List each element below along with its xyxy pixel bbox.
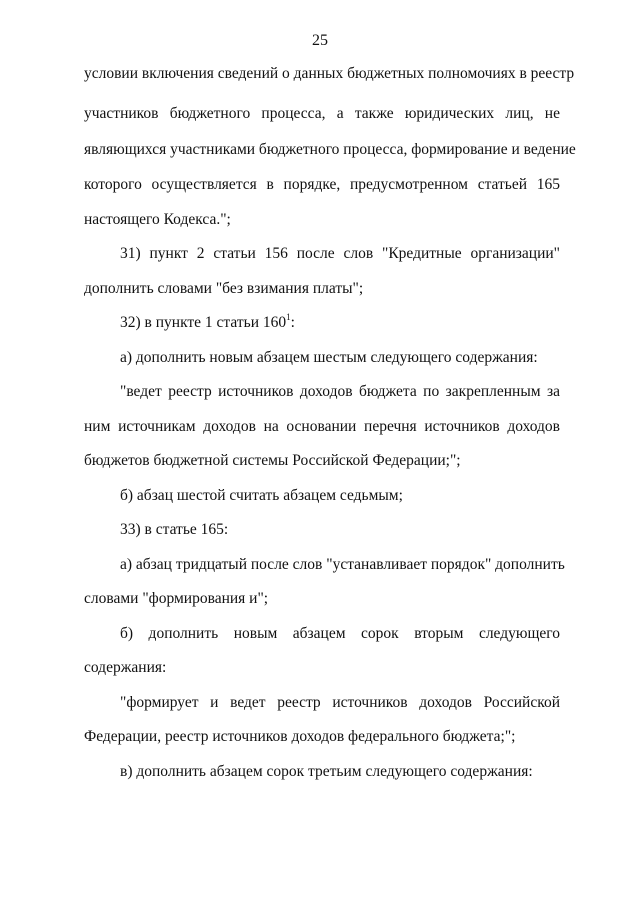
paragraph-32-line xyxy=(120,313,560,333)
text-line: а) абзац тридцатый после слов "устанавливает порядок" дополнить xyxy=(120,556,565,573)
text-line: являющихся участниками бюджетного процесса, формирование и ведение xyxy=(84,141,576,158)
paragraph-32-text: 32) в пункте 1 статьи 160 xyxy=(120,314,287,331)
text-line: ним источникам доходов на основании перечня источников доходов xyxy=(84,418,560,435)
text-line: словами "формирования и"; xyxy=(84,590,269,607)
text-line: содержания: xyxy=(84,659,167,676)
text-line: условии включения сведений о данных бюджетных полномочиях в реестр xyxy=(84,65,575,82)
quote-line: "ведет реестр источников доходов бюджета по закрепленным за xyxy=(120,383,560,400)
superscript: 1 xyxy=(286,311,291,322)
text-line: дополнить словами "без взимания платы"; xyxy=(84,280,364,297)
text-line: а) дополнить новым абзацем шестым следующего содержания: xyxy=(120,349,538,366)
text-line: Федерации, реестр источников доходов федерального бюджета;"; xyxy=(84,728,516,745)
text-line: в) дополнить абзацем сорок третьим следующего содержания: xyxy=(120,763,533,780)
paragraph-33-line: 33) в статье 165: xyxy=(120,521,229,538)
quote-line: "формирует и ведет реестр источников доходов Российской xyxy=(120,694,560,711)
text-line: б) дополнить новым абзацем сорок вторым следующего xyxy=(120,625,560,642)
text-line: б) абзац шестой считать абзацем седьмым; xyxy=(120,487,403,504)
text-line: участников бюджетного процесса, а также юридических лиц, не xyxy=(84,105,560,122)
paragraph-31-line: 31) пункт 2 статьи 156 после слов "Кредитные организации" xyxy=(120,245,560,262)
page-number: 25 xyxy=(312,32,328,49)
text-line: которого осуществляется в порядке, предусмотренном статьей 165 xyxy=(84,176,560,193)
text-line: бюджетов бюджетной системы Российской Федерации;"; xyxy=(84,452,461,469)
text-line: настоящего Кодекса."; xyxy=(84,211,231,228)
colon: : xyxy=(290,314,295,331)
